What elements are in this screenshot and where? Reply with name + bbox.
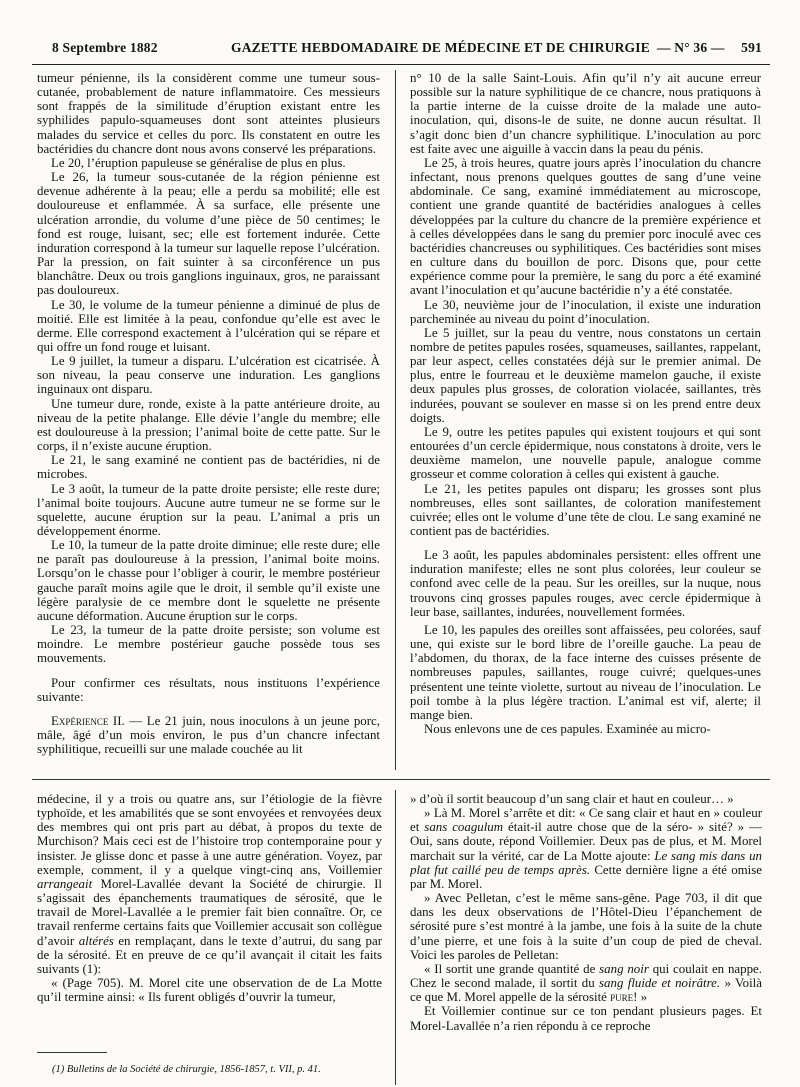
footnote-rule [37, 1052, 107, 1053]
page-header [32, 38, 770, 60]
paragraph: Le 23, la tumeur de la patte droite persiste; son volume est moindre. Le membre postérieur gauche possède tous ses mouvements. [37, 623, 380, 666]
experience-paragraph [37, 714, 380, 756]
feuilleton-column-left [37, 792, 382, 1047]
paragraph: Une tumeur dure, ronde, existe à la patte antérieure droite, au niveau de la petite phalange. Elle dévie l’angle du membre; elle est douloureuse à la pression; l’animal boite de cette patte. Sur le corps, il n’existe aucune éruption. [37, 396, 380, 454]
paragraph: Le 10, les papules des oreilles sont affaissées, peu colorées, sauf une, qui existe sur le bord libre de l’oreille gauche. La peau de l’abdomen, du thorax, de la face interne des cuisses présente de nombreuses papules, saillantes, rouge cuivré; quelques-unes présentent une teinte violette, surtout au niveau de l’inoculation. Le poil tombe à la plus légère traction. L’animal est vif, alerte; il mange bien. [410, 622, 761, 722]
italic-run: arrangeait [37, 876, 93, 891]
paragraph: tumeur pénienne, ils la considèrent comme une tumeur sous-cutanée, probablement de nature inflammatoire. Ces messieurs sont frappés de la similitude d’éruption existant entre les syphilides papulo-squameuses dont sont atteintes plusieurs malades du service et celles du porc. Ils constatent en outre les bactéridies du chancre dont nous avons conservé les préparations. [37, 71, 380, 156]
feuilleton-column-right [410, 792, 762, 1082]
text-run: » Là M. Morel s’arrête et dit: « Ce sang clair et haut en » couleur et [410, 806, 762, 835]
paragraph: Le 5 juillet, sur la peau du ventre, nous constatons un certain nombre de petites papules rosées, squameuses, saillantes, rappelant, par leur aspect, celles constatées déjà sur le premier animal. De plus, entre le fourreau et le deuxième mamelon gauche, il existe deux papules plus grosses, de coloration violacée, saillantes, très indurées, pouvant se soulever en masse si on les prend entre deux doigts. [410, 325, 761, 425]
article-column-right [410, 71, 761, 761]
paragraph: Le 20, l’éruption papuleuse se généralise de plus en plus. [51, 155, 346, 170]
column-divider [395, 790, 396, 1085]
text-run: » Voilà ce que M. Morel appelle de la sérosité [410, 976, 762, 1005]
italic-run: sang fluide et noirâtre. [599, 976, 721, 991]
paragraph: Le 9, outre les petites papules qui existent toujours et qui sont entourées d’un cercle épidermique, nous constatons à droite, vers le deuxième mamelon, une nouvelle papule, analogue comme grosseur et comme coloration à celles qui existent à gauche. [410, 424, 761, 482]
paragraph [37, 792, 382, 976]
text-run: Morel-Lavallée devant la Société de chirurgie. Il s’agissait des épanchements traumatiques de sérosité, que le travail de Morel-Lavallée a le premier fait bien connaître. Or, ce travail renferme certains faits que Voillemier accusait son collègue d’avoir [37, 876, 382, 948]
footnote: (1) Bulletins de la Société de chirurgie, 1856-1857, t. VII, p. 41. [52, 1064, 321, 1075]
text-run: « Il sortit une grande quantité de [424, 961, 600, 976]
paragraph: Le 9 juillet, la tumeur a disparu. L’ulcération est cicatrisée. À son niveau, la peau conserve une induration. Les ganglions inguinaux ont disparu. [37, 354, 380, 397]
paragraph: « (Page 705). M. Morel cite une observation de de La Motte qu’il termine ainsi: « Ils furent obligés d’ouvrir la tumeur, [37, 976, 382, 1005]
text-run: Cette dernière ligne a été omise par M. Morel. [410, 862, 762, 891]
article-column-left [37, 71, 380, 761]
paragraph: Le 21, les petites papules ont disparu; les grosses sont plus nombreuses, elles sont saillantes, de coloration manifestement cuivrée; elles ont le volume d’une tête de clou. Le sang examiné ne contient pas de bactéridies. [410, 481, 761, 538]
experience-text: Le 21 juin, nous inoculons à un jeune porc, mâle, âgé d’un mois environ, le pus d’un chancre infectant syphilitique, recueilli sur une malade couchée au lit [37, 713, 380, 757]
header-page-number: 591 [741, 40, 762, 55]
text-run: était-il autre chose que de la séro- » sité? » — Oui, sans doute, répond Voillemier. Deux pas de plus, et M. Morel marchait sur la vérité, car de La Motte ajoute: [410, 820, 762, 863]
italic-run: Le sang mis dans un plat fut caillé peu de temps après. [410, 848, 762, 877]
header-journal-title: GAZETTE HEBDOMADAIRE DE MÉDECINE ET DE CHIRURGIE [231, 40, 650, 55]
paragraph: Le 21, le sang examiné ne contient pas de bactéridies, ni de microbes. [37, 453, 380, 482]
paragraph [410, 806, 762, 891]
paragraph [410, 962, 762, 1004]
paragraph: n° 10 de la salle Saint-Louis. Afin qu’il n’y ait aucune erreur possible sur la nature syphilitique de ce chancre, nous pratiquons à la partie interne de la cuisse droite de la malade une auto-inoculation, qui, disons-le de suite, ne donne aucun résultat. Il s’agit donc bien d’un chancre syphilitique. L’inoculation au porc est faite avec une aiguille à vaccin dans la peau du pénis. [410, 71, 761, 156]
text-run: » [637, 990, 648, 1005]
paragraph: Le 26, la tumeur sous-cutanée de la région pénienne est devenue adhérente à la peau; elle a perdu sa mobilité; elle est douloureuse et enflammée. À sa surface, elle présente une ulcération arrondie, du volume d’une pièce de 50 centimes; le fond est rouge, luisant, sec; elle est fortement indurée. Cette induration correspond à la tumeur sur laquelle repose l’ulcération. Par la pression, on fait suinter à sa circonférence un pus blanchâtre. Deux ou trois ganglions inguinaux, gros, ne paraissant pas douloureux. [37, 170, 380, 298]
header-date: 8 Septembre 1882 [52, 40, 158, 55]
header-issue-number: — N° 36 — [657, 40, 725, 55]
paragraph: Le 3 août, les papules abdominales persistent: elles offrent une induration manifeste; elles ne sont plus colorées, leur couleur se confond avec celle de la peau. Sur les oreilles, sur la nuque, nous trouvons cinq grosses papules rouges, avec cercle épidermique à leur base, saillantes, indurées, nouvellement formées. [410, 548, 761, 619]
paragraph: » Avec Pelletan, c’est le même sans-gêne. Page 703, il dit que dans les deux observations de l’Hôtel-Dieu l’épanchement de sérosité pure s’est montré à la jambe, une fois à la suite de la chute d’une pierre, et une fois à la suite d’un coup de pied de cheval. Voici les paroles de Pelletan: [410, 891, 762, 962]
paragraph: Nous enlevons une de ces papules. Examinée au micro- [424, 722, 711, 737]
text-run: en remplaçant, dans le texte d’autrui, du sang par de la sérosité. Et en preuve de ce qu’il avançait il citait les faits suivants (1): [37, 933, 382, 976]
paragraph: Le 10, la tumeur de la patte droite diminue; elle reste dure; elle ne paraît pas douloureuse à la pression, l’animal boite moins. Lorsqu’on le chasse pour l’obliger à courir, le membre postérieur gauche paraît moins agile que le droit, il semble qu’il existe une légère paralysie de ce membre dont le squelette ne présente aucune déformation. Aucune éruption sur le corps. [37, 538, 380, 623]
text-run: médecine, il y a trois ou quatre ans, sur l’étiologie de la fièvre typhoïde, et les amabilités que se sont envoyées et renvoyées deux des membres qui ont pris part au débat, à propos du texte de Murchison? Mais ceci est de l’histoire trop contemporaine pour y insister. Je glisse donc et passe à une autre génération. Voyez, par exemple, comment, il y a quelque vingt-cinq ans, Voillemier [37, 792, 382, 877]
column-divider [395, 70, 396, 770]
small-caps-run: pure! [610, 990, 638, 1005]
paragraph: Et Voillemier continue sur ce ton pendant plusieurs pages. Et Morel-Lavallée n’a rien répondu à ce reproche [410, 1004, 762, 1033]
paragraph: Le 30, le volume de la tumeur pénienne a diminué de plus de moitié. Elle est limitée à la peau, confondue qu’elle est avec le derme. Elle correspond exactement à l’ulcération qui se répare et qui offre un fond rouge et luisant. [37, 297, 380, 354]
paragraph: Le 30, neuvième jour de l’inoculation, il existe une induration parcheminée au niveau du point d’inoculation. [410, 297, 761, 326]
paragraph: Le 3 août, la tumeur de la patte droite persiste; elle reste dure; l’animal boite toujours. Aucune autre tumeur ne se forme sur le squelette, aucune éruption sur la peau. L’animal a pris un développement énorme. [37, 481, 380, 538]
paragraph: Pour confirmer ces résultats, nous instituons l’expérience suivante: [37, 675, 380, 704]
italic-run: sang noir [599, 961, 649, 976]
experience-label: Expérience II. — [51, 713, 143, 728]
header-rule [32, 64, 770, 65]
paragraph: Le 25, à trois heures, quatre jours après l’inoculation du chancre infectant, nous prenons quelques gouttes de sang d’une veine abdominale. Ce sang, examiné immédiatement au microscope, contient une grande quantité de bactéridies analogues à celles développées par la culture du chancre de la première expérience et à celles développées dans le sang du premier porc inoculé avec ces bactéridies chancreuses ou syphilitiques. Ces bactéridies sont mises en culture dans du bouillon de porc. Disons que, pour cette expérience comme pour la première, le sang du porc a été examiné avant l’inoculation et qu’aucune bactéridie n’y a été constatée. [410, 155, 761, 298]
paragraph: » d’où il sortit beaucoup d’un sang clair et haut en couleur… » [410, 792, 734, 806]
italic-run: altérés [78, 933, 114, 948]
italic-run: sans coagulum [424, 820, 504, 835]
section-divider [32, 779, 770, 780]
text-run: qui coulait en nappe. Chez le second malade, il sortit du [410, 961, 762, 991]
